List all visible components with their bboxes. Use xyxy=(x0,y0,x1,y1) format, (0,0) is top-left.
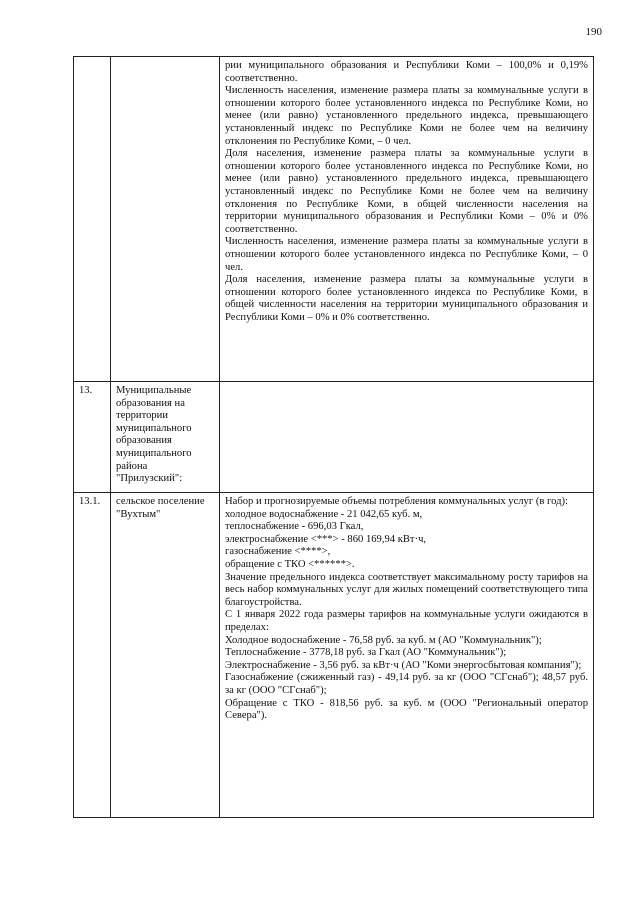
description-cell xyxy=(220,382,594,493)
table-row xyxy=(74,57,594,382)
row-number-cell: 13.1. xyxy=(74,493,111,818)
page-number: 190 xyxy=(585,26,602,38)
document-table xyxy=(73,56,594,818)
paragraph: Численность населения, изменение размера платы за коммунальные услуги в отношении которого более установленного индекса по Республике Коми, но менее (или равно) установленного предельного индекса, превышающего установленный индекс по Республике Коми не более чем на величину отклонения по Республике Коми, – 0 чел. xyxy=(225,85,588,147)
table-row xyxy=(74,493,594,818)
paragraph: холодное водоснабжение - 21 042,65 куб. м, xyxy=(225,508,423,520)
municipality-name-cell xyxy=(111,57,220,382)
paragraph: Холодное водоснабжение - 76,58 руб. за куб. м (АО "Коммунальник"); xyxy=(225,634,542,646)
paragraph: Набор и прогнозируемые объемы потребления коммунальных услуг (в год): xyxy=(225,496,568,507)
paragraph: Газоснабжение (сжиженный газ) - 49,14 руб. за кг (ООО "СГснаб"); 48,57 руб. за кг (ООО "СГснаб"); xyxy=(225,672,588,696)
paragraph: Значение предельного индекса соответствует максимальному росту тарифов на весь набор коммунальных услуг для жилых помещений соответствующего типа благоустройства. xyxy=(225,571,588,608)
description-cell xyxy=(220,57,594,382)
paragraph: Численность населения, изменение размера платы за коммунальные услуги в отношении которого более установленного индекса по Республике Коми, – 0 чел. xyxy=(225,236,588,273)
paragraph: газоснабжение <****>, xyxy=(225,546,331,558)
row-number-cell: 13. xyxy=(74,382,111,493)
row-number-cell xyxy=(74,57,111,382)
paragraph: Теплоснабжение - 3778,18 руб. за Гкал (АО "Коммунальник"); xyxy=(225,647,507,659)
paragraph: обращение с ТКО <******>. xyxy=(225,558,355,570)
description-cell xyxy=(220,493,594,818)
municipality-name-cell: Муниципальные образования на территории муниципального образования муниципального района "Прилузский": xyxy=(111,382,220,493)
municipality-name-cell: сельское поселение "Вухтым" xyxy=(111,493,220,818)
paragraph: электроснабжение <***> - 860 169,94 кВт·ч, xyxy=(225,533,427,545)
paragraph: теплоснабжение - 696,03 Гкал, xyxy=(225,521,364,533)
paragraph: Электроснабжение - 3,56 руб. за кВт·ч (АО "Коми энергосбытовая компания"); xyxy=(225,659,582,671)
paragraph: Доля населения, изменение размера платы за коммунальные услуги в отношении которого более установленного индекса по Республике Коми, но менее (или равно) установленного предельного индекса, превышающего установленный индекс по Республике Коми не более чем на величину отклонения по Республике Коми, в общей численности населения на территории муниципального образования и Республики Коми – 0% и 0% соответственно. xyxy=(225,148,588,235)
table-row xyxy=(74,382,594,493)
paragraph: Обращение с ТКО - 818,56 руб. за куб. м (ООО "Региональный оператор Севера"). xyxy=(225,697,588,722)
paragraph: Доля населения, изменение размера платы за коммунальные услуги в отношении которого более установленного индекса по Республике Коми, в общей численности населения на территории муниципального образования и Республики Коми – 0% и 0% соответственно. xyxy=(225,274,588,323)
paragraph: рии муниципального образования и Республики Коми – 100,0% и 0,19% соответственно. xyxy=(225,60,588,84)
paragraph: С 1 января 2022 года размеры тарифов на коммунальные услуги ожидаются в пределах: xyxy=(225,609,588,633)
